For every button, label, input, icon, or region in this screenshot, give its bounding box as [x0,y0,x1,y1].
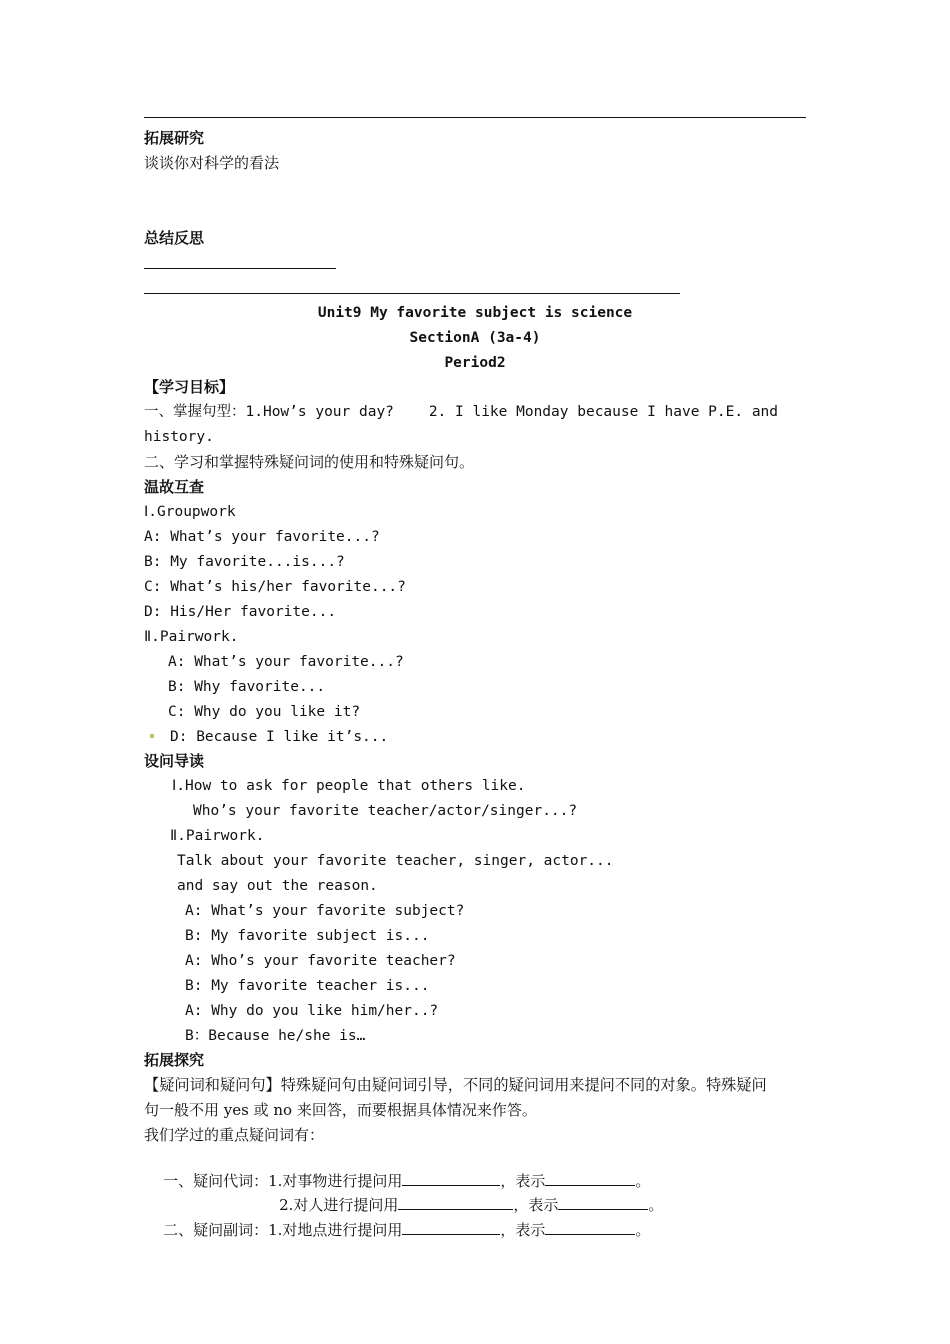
row-end: 。 [635,1221,651,1239]
groupwork-label: Ⅰ.Groupwork [144,504,236,520]
heading-extension-explore: 拓展探究 [144,1051,205,1069]
guide-item-1-example: Who’s your favorite teacher/actor/singer...? [193,803,578,819]
heading-review: 温故互查 [144,478,205,496]
guide-item-2: Ⅱ.Pairwork. [170,828,265,844]
groupwork-line: C: What’s his/her favorite...? [144,579,406,595]
row-mid: ，表示 [513,1196,559,1214]
goal-line-1-cont: history. [144,429,214,445]
answer-blank[interactable] [402,1219,500,1235]
row-mid: ，表示 [500,1221,546,1239]
groupwork-line: B: My favorite...is...? [144,554,345,570]
row-prefix: 一、疑问代词：1.对事物进行提问用 [163,1172,403,1190]
explore-question-words-intro: 我们学过的重点疑问词有： [144,1126,325,1144]
row-prefix: 2.对人进行提问用 [279,1196,399,1214]
dialog-line: A: Who’s your favorite teacher? [185,953,456,969]
bullet-mark [150,734,154,738]
row-mid: ，表示 [500,1172,546,1190]
goal-line-1: 一、掌握句型：1.How’s your day? 2. I like Monday because I have P.E. and [144,404,779,420]
explore-paragraph-cont: 句一般不用 yes 或 no 来回答，而要根据具体情况来作答。 [144,1101,537,1119]
row-end: 。 [635,1172,651,1190]
dialog-line: B: My favorite subject is... [185,928,430,944]
answer-blank[interactable] [545,1219,635,1235]
groupwork-line: D: His/Her favorite... [144,604,337,620]
dialog-line: A: What’s your favorite subject? [185,903,465,919]
heading-learning-goals: 【学习目标】 [144,378,235,396]
guide-item-1: Ⅰ.How to ask for people that others like. [172,778,526,794]
period-title: Period2 [444,355,506,371]
dialog-line: A: Why do you like him/her..? [185,1003,439,1019]
heading-summary-reflection: 总结反思 [144,229,205,247]
unit-title: Unit9 My favorite subject is science [317,305,633,321]
row-prefix: 二、疑问副词：1.对地点进行提问用 [163,1221,403,1239]
top-rule [144,117,806,118]
extension-research-text: 谈谈你对科学的看法 [144,154,280,172]
section-title: SectionA (3a-4) [409,330,541,346]
heading-guided-reading: 设问导读 [144,752,205,770]
pairwork-line: D: Because I like it’s... [170,729,389,745]
heading-extension-research: 拓展研究 [144,129,205,147]
dialog-line: B：Because he/she is… [185,1028,366,1044]
guide-item-2-task-cont: and say out the reason. [177,878,378,894]
question-word-row [144,1199,650,1260]
dialog-line: B: My favorite teacher is... [185,978,430,994]
groupwork-line: A: What’s your favorite...? [144,529,380,545]
goal-line-2: 二、学习和掌握特殊疑问词的使用和特殊疑问句。 [144,453,475,471]
pairwork-line: A: What’s your favorite...? [168,654,404,670]
row-end: 。 [648,1196,664,1214]
pairwork-line: B: Why favorite... [168,679,326,695]
pairwork-label: Ⅱ.Pairwork. [144,629,239,645]
section-divider [144,293,680,294]
guide-item-2-task: Talk about your favorite teacher, singer, actor... [177,853,614,869]
pairwork-line: C: Why do you like it? [168,704,361,720]
explore-paragraph: 【疑问词和疑问句】特殊疑问句由疑问词引导，不同的疑问词用来提问不同的对象。特殊疑问 [144,1076,767,1094]
reflection-answer-line [144,268,336,269]
